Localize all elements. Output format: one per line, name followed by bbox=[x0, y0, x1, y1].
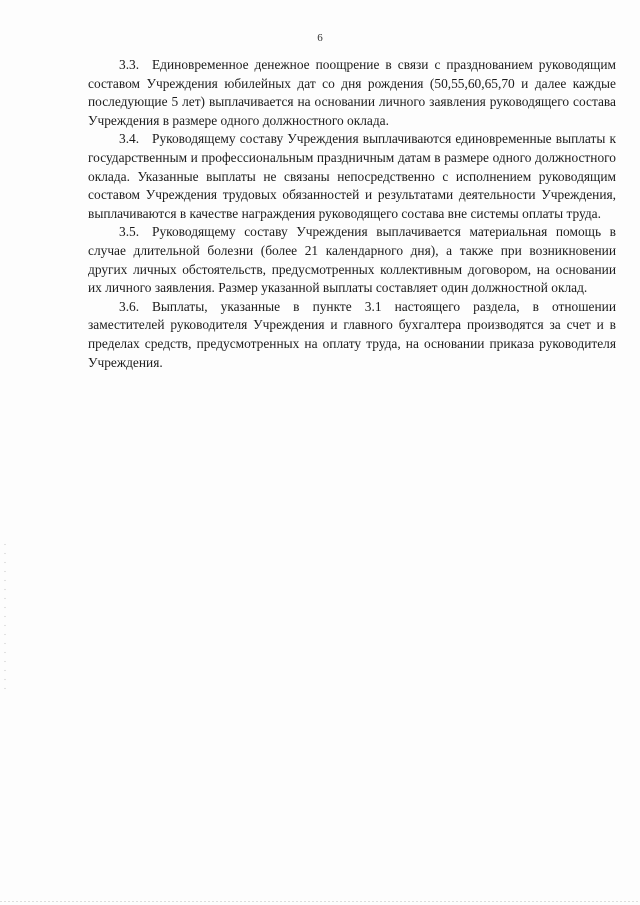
scan-artifact-left bbox=[4, 540, 6, 690]
paragraph-text: Руководящему составу Учреждения выплачиваются единовременные выплаты к государственным и профессиональным праздничным датам в размере одного должностного оклада. Указанные выплаты не связаны непосредственно с исполнением руководящим составом Учреждения трудовых обязанностей и результатами деятельности Учреждения, выплачиваются в качестве награждения руководящего состава вне системы оплаты труда. bbox=[88, 131, 616, 221]
paragraph-text: Выплаты, указанные в пункте 3.1 настоящего раздела, в отношении заместителей руководителя Учреждения и главного бухгалтера производятся за счет и в пределах средств, предусмотренных на оплату труда, на основании приказа руководителя Учреждения. bbox=[88, 298, 616, 370]
scan-artifact-bottom bbox=[0, 901, 640, 902]
paragraph-3-3 bbox=[88, 56, 616, 130]
paragraph-text: Руководящему составу Учреждения выплачивается материальная помощь в случае длительной болезни (более 21 календарного дня), а также при возникновении других личных обстоятельств, предусмотренных коллективным договором, на основании их личного заявления. Размер указанной выплаты составляет один должностной оклад. bbox=[88, 224, 616, 296]
paragraph-3-6 bbox=[88, 298, 616, 372]
paragraph-number: 3.5. bbox=[119, 224, 140, 240]
paragraph-number: 3.6. bbox=[119, 298, 140, 314]
paragraph-text: Единовременное денежное поощрение в связи с празднованием руководящим составом Учреждения юбилейных дат со дня рождения (50,55,60,65,70 и далее каждые последующие 5 лет) выплачивается на основании личного заявления руководящего состава Учреждения в размере одного должностного оклада. bbox=[88, 57, 616, 128]
document-body bbox=[88, 56, 616, 372]
page-number: 6 bbox=[317, 32, 323, 44]
paragraph-number: 3.4. bbox=[119, 131, 140, 147]
paragraph-3-5 bbox=[88, 223, 616, 297]
paragraph-3-4 bbox=[88, 130, 616, 223]
paragraph-number: 3.3. bbox=[119, 57, 140, 72]
